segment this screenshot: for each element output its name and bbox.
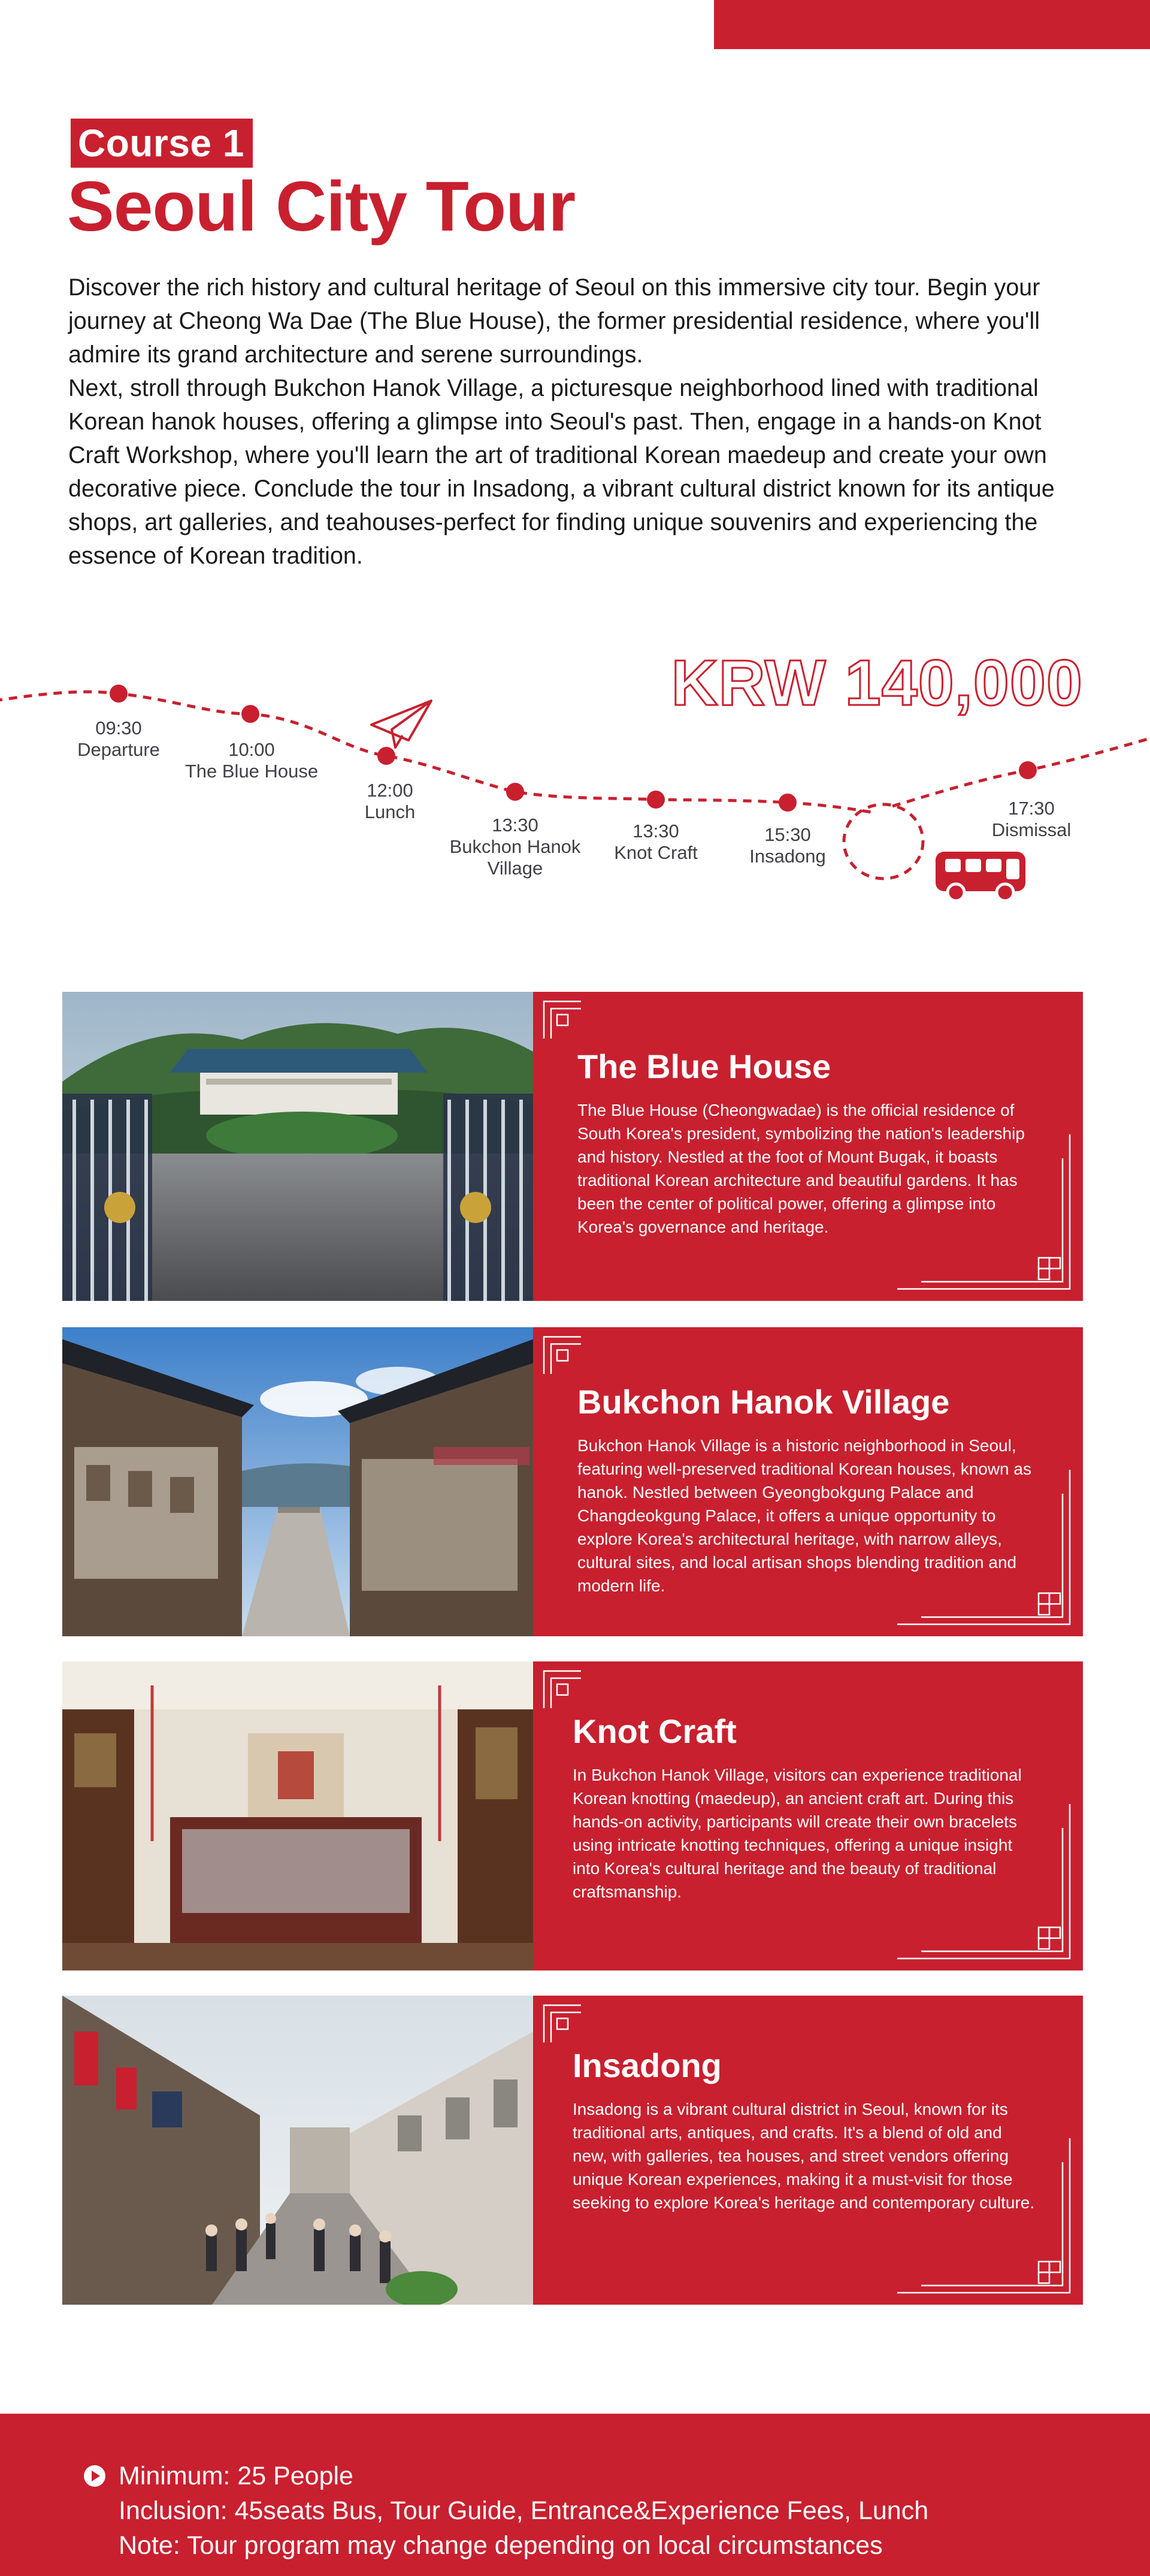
stop-label-departure (77, 718, 160, 761)
stop-label-lunch (365, 780, 415, 823)
stop-name: The Blue House (184, 761, 319, 782)
intro-paragraph-1: Discover the rich history and cultural heritage of Seoul on this immersive city tour. Begin your journey at Cheong Wa Dae (The Blue House), the former presidential residence, where you'll admire its grand architecture and serene surroundings. (68, 274, 1040, 368)
intro-text (68, 271, 1087, 573)
paper-plane-icon (371, 701, 431, 747)
footer-note: Note: Tour program may change depending on local circumstances (119, 2531, 883, 2560)
card-description: Bukchon Hanok Village is a historic neighborhood in Seoul, featuring well-preserved traditional Korean houses, known as hanok. Nestled between Gyeongbokgung Palace and Changdeokgung Palace, it offers a unique opportunity to explore Korea's architectural heritage, with narrow alleys, cultural sites, and local artisan shops blending tradition and modern life. (577, 1436, 1031, 1595)
schedule-timeline (0, 659, 1150, 910)
footer-minimum: Minimum: 25 People (119, 2462, 353, 2490)
stop-dot-departure (110, 685, 128, 703)
stop-name: Knot Craft (614, 842, 698, 863)
corner-ornament-top-left (543, 1670, 582, 1709)
bus-icon (936, 852, 1025, 901)
card-insadong (62, 1996, 1083, 2305)
card-text (577, 1381, 1035, 1597)
stop-label-knot-craft (614, 821, 698, 864)
card-title: The Blue House (577, 1048, 831, 1085)
bukchon-photo (62, 1327, 533, 1636)
stop-name: Insadong (749, 846, 826, 867)
stop-name: Lunch (364, 801, 416, 822)
insadong-photo (62, 1996, 533, 2305)
stop-dot-dismissal (1019, 761, 1037, 779)
card-description: The Blue House (Cheongwadae) is the official residence of South Korea's president, symbolizing the nation's leadership and history. Nestled at the foot of Mount Bugak, it boasts traditional Korean architecture and beautiful gardens. It has been the center of political power, offering a glimpse into Korea's governance and heritage. (577, 1101, 1025, 1236)
stop-time: 15:30 (764, 824, 811, 845)
stop-label-blue-house (185, 739, 318, 782)
card-text (573, 1711, 1035, 1903)
footer-info (0, 2414, 1150, 2576)
stop-name: Departure (77, 739, 160, 760)
card-description: Insadong is a vibrant cultural district in Seoul, known for its traditional arts, antiques, and crafts. It's a blend of old and new, with galleries, tea houses, and street vendors offering unique Korean experiences, making it a must-visit for those seeking to explore Korea's heritage and contemporary culture. (573, 2100, 1035, 2212)
stop-time: 10:00 (228, 739, 275, 760)
stop-time: 09:30 (95, 718, 142, 738)
card-text (577, 1046, 1035, 1239)
corner-ornament-top-left (543, 2004, 582, 2044)
card-title: Knot Craft (573, 1712, 737, 1750)
stop-time: 13:30 (632, 821, 679, 841)
stop-dot-lunch (377, 747, 395, 765)
card-knot-craft (62, 1661, 1083, 1970)
stop-dot-knot-craft (647, 791, 665, 809)
corner-ornament-top-left (543, 1000, 582, 1040)
card-title: Bukchon Hanok Village (577, 1383, 950, 1421)
corner-ornament-top-left (543, 1336, 582, 1375)
card-title: Insadong (573, 2047, 722, 2084)
course-badge: Course 1 (71, 119, 253, 168)
stop-name: Dismissal (991, 819, 1072, 840)
stop-time: 12:00 (367, 780, 413, 801)
card-blue-house (62, 992, 1083, 1301)
stop-label-dismissal (992, 798, 1072, 841)
knot-craft-photo (62, 1661, 533, 1970)
footer-inclusion: Inclusion: 45seats Bus, Tour Guide, Entrance&Experience Fees, Lunch (119, 2496, 929, 2525)
stop-dot-insadong (779, 794, 797, 812)
stop-label-insadong (749, 824, 826, 867)
stop-name: Bukchon Hanok Village (449, 836, 581, 879)
stop-dot-blue-house (241, 705, 259, 723)
stop-time: 17:30 (1008, 798, 1055, 819)
price-tag: KRW 140,000 (671, 646, 1083, 719)
stop-time: 13:30 (492, 815, 538, 836)
stop-dot-bukchon (506, 783, 524, 801)
card-bukchon-hanok-village (62, 1327, 1083, 1636)
blue-house-photo (62, 992, 533, 1301)
intro-paragraph-2: Next, stroll through Bukchon Hanok Village, a picturesque neighborhood lined with traditional Korean hanok houses, offering a glimpse into Seoul's past. Then, engage in a hands-on Knot Craft Workshop, where you'll learn the art of traditional Korean maedeup and create your own decorative piece. Conclude the tour in Insadong, a vibrant cultural district known for its antique shops, art galleries, and teahouses-perfect for finding unique souvenirs and experiencing the essence of Korean tradition. (68, 375, 1055, 569)
page-title: Seoul City Tour (67, 167, 576, 246)
top-accent-bar (714, 0, 1150, 49)
card-text (573, 2045, 1035, 2214)
play-circle-icon (83, 2464, 107, 2488)
stop-label-bukchon (443, 815, 587, 879)
card-description: In Bukchon Hanok Village, visitors can experience traditional Korean knotting (maedeup), an ancient craft art. During this hands-on activity, participants will create their own bracelets using intricate knotting techniques, offering a unique insight into Korea's cultural heritage and the beauty of traditional craftsmanship. (573, 1766, 1022, 1901)
route-loop (844, 804, 923, 879)
